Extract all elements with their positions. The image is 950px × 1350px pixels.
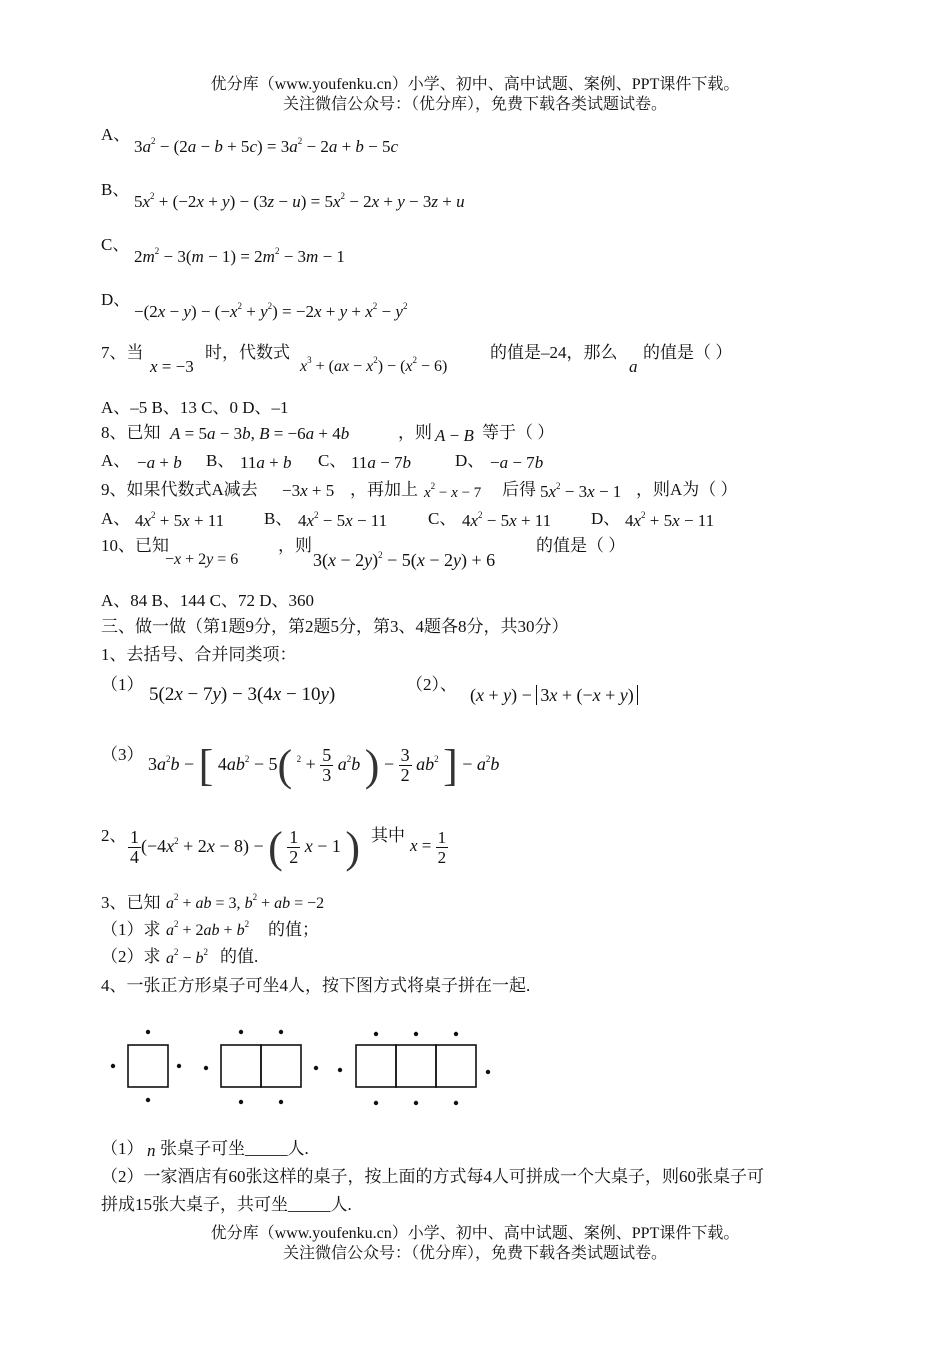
q8-prefix: 8、已知 [101,423,161,442]
q6-option-a-label: A、 [101,125,131,144]
q8-suffix: 等于（ ） [482,423,555,442]
s3-q3-part1-expression: $a^2 + 2ab + b^2$ [166,919,250,939]
q9-option-a: $4x^2 + 5x + 11$ [135,510,225,530]
q6-option-a-formula: $3a^2 - (2a - b + 5c) = 3a^2 - 2a + b - 5c$ [134,136,399,156]
header-line-1: 优分库（www.youfenku.cn）小学、初中、高中试题、案例、PPT课件下载。 [210,76,740,93]
q8-target: A − B [435,426,474,445]
q6-option-b-label: B、 [101,180,130,199]
three-tables-right [436,1045,476,1087]
q6-option-d-label: D、 [101,290,131,309]
seat-dot [454,1101,458,1105]
seat-dot [177,1064,181,1068]
s3-q1-part3-label: （3） [101,745,144,764]
q7-expression: $x^3 + (ax - x^2) - (x^2 - 6)$ [300,355,448,375]
tables-figure [100,1025,500,1115]
seat-dot [374,1101,378,1105]
q7-mid1: 时，代数式 [205,343,290,362]
q9-option-b: $4x^2 - 5x - 11$ [298,510,388,530]
two-tables-left [221,1045,261,1087]
seat-dot [454,1032,458,1036]
s3-q4-part2-line2: 拼成15张大桌子，共可坐_____人. [101,1195,352,1214]
s3-q3-part2-suffix: 的值. [220,947,259,966]
q9-prefix: 9、如果代数式A减去 [101,480,258,499]
q8-option-a-label: A、 [101,451,131,470]
q7-mid2: 的值是–24，那么 [490,343,618,362]
s3-q1-title: 1、去括号、合并同类项： [101,645,297,664]
q10-given: −x + 2y = 6 [165,551,239,568]
s3-q1-part3-expression: $3a^2b$ − [ $4ab^2 - 5$( $^2$ + $\frac{5}{3}$ $a^2b$ ) − $\frac{3}{2}$ $ab^2$ ] − $a^2b$ [148,740,500,790]
seat-dot [414,1032,418,1036]
q6-option-c-formula: $2m^2 - 3(m - 1) = 2m^2 - 3m - 1$ [134,246,345,266]
q6-option-d-formula: $-(2x - y) - (-x^2 + y^2) = -2x + y + x^2 - y^2$ [134,301,408,321]
seat-dot [146,1098,150,1102]
s3-q1-part2-expression: (x + y) − 3x + (−x + y) [470,684,638,706]
s3-q2-expression: $\frac{1}{4}$ $(-4x^2 + 2x - 8)$ − ( $\frac{1}{2}$ x − 1 ) [130,822,361,872]
q8-option-d: −a − 7b [490,453,544,472]
s3-q3-given: $a^2$ + ab = 3, $b^2$ + ab = −2 [166,892,325,912]
s3-q3-part2-expression: $a^2 - b^2$ [166,947,209,967]
q9-subtracted: −3x + 5 [282,481,335,500]
q10-expression: $3(x - 2y)^2 - 5(x - 2y) + 6$ [313,550,496,570]
q10-options: A、84 B、144 C、72 D、360 [101,591,314,610]
q9-option-c-label: C、 [428,509,457,528]
q9-option-d-label: D、 [591,509,621,528]
q8-mid: ，则 [398,423,432,442]
q10-suffix: 的值是（ ） [536,536,626,555]
header-line-2: 关注微信公众号：（优分库），免费下载各类试题试卷。 [282,96,667,113]
seat-dot [338,1068,342,1072]
q8-option-a: −a + b [137,453,182,472]
q8-option-c: 11a − 7b [351,453,411,472]
s3-q3-part1-suffix: 的值； [268,920,319,939]
s3-q4-title: 4、一张正方形桌子可坐4人，按下图方式将桌子拼在一起. [101,976,531,995]
s3-q4-part2-line1: （2）一家酒店有60张这样的桌子，按上面的方式每4人可拼成一个大桌子，则60张桌子可 [101,1167,764,1186]
s3-q2-mid: 其中 [371,826,405,845]
q9-option-a-label: A、 [101,509,131,528]
q6-option-c-label: C、 [101,235,130,254]
q10-mid: ，则 [278,536,312,555]
seat-dot [204,1066,208,1070]
q7-suffix: 的值是（ ） [643,343,733,362]
q9-result: $5x^2 - 3x - 1$ [540,481,622,501]
seat-dot [374,1032,378,1036]
q9-option-c: $4x^2 - 5x + 11$ [462,510,552,530]
three-tables-left [356,1045,396,1087]
two-tables-right [261,1045,301,1087]
q8-given: A = 5a − 3b, B = −6a + 4b [170,424,350,443]
seat-dot [239,1100,243,1104]
s3-q4-part1-prefix: （1） [101,1139,144,1158]
q9-option-d: $4x^2 + 5x - 11$ [625,510,715,530]
q9-suffix: ，则A为（ ） [636,480,738,499]
footer-line-1: 优分库（www.youfenku.cn）小学、初中、高中试题、案例、PPT课件下载。 [210,1225,740,1242]
three-tables-middle [396,1045,436,1087]
q8-option-b-label: B、 [206,451,235,470]
s3-q1-part1-expression: 5(2x − 7y) − 3(4x − 10y) [149,684,336,705]
q9-added: $x^2 - x - 7$ [424,481,482,501]
q8-option-b: 11a + b [240,453,292,472]
q8-option-d-label: D、 [455,451,485,470]
s3-q1-part1-label: （1） [101,675,144,694]
seat-dot [146,1030,150,1034]
s3-q3-part1-prefix: （1）求 [101,920,161,939]
s3-q1-part2-label: （2）、 [406,675,457,694]
seat-dot [111,1064,115,1068]
s3-q3-prefix: 3、已知 [101,893,161,912]
s3-q4-part1-variable: n [147,1141,156,1160]
seat-dot [414,1101,418,1105]
q7-prefix: 7、当 [101,343,144,362]
q6-option-b-formula: $5x^2 + (-2x + y) - (3z - u) = 5x^2 - 2x + y - 3z + u$ [134,191,465,211]
q7-options: A、–5 B、13 C、0 D、–1 [101,398,289,417]
s3-q3-part2-prefix: （2）求 [101,947,161,966]
seat-dot [314,1066,318,1070]
s3-q4-part1-suffix: 张桌子可坐_____人. [160,1139,309,1158]
q9-mid2: 后得 [502,480,536,499]
q8-option-c-label: C、 [318,451,347,470]
q10-prefix: 10、已知 [101,536,169,555]
q9-option-b-label: B、 [264,509,293,528]
s3-q2-condition: x = $\frac{1}{2}$ [410,827,447,867]
seat-dot [239,1030,243,1034]
section3-title: 三、做一做（第1题9分，第2题5分，第3、4题各8分，共30分） [101,617,569,636]
seat-dot [486,1070,490,1074]
q7-condition: x = −3 [150,357,194,376]
q7-variable-a: a [629,357,638,376]
seat-dot [279,1100,283,1104]
seat-dot [279,1030,283,1034]
single-table [128,1045,168,1087]
footer-line-2: 关注微信公众号：（优分库），免费下载各类试题试卷。 [282,1245,667,1262]
q9-mid1: ，再加上 [350,480,418,499]
s3-q2-label: 2、 [101,826,127,845]
